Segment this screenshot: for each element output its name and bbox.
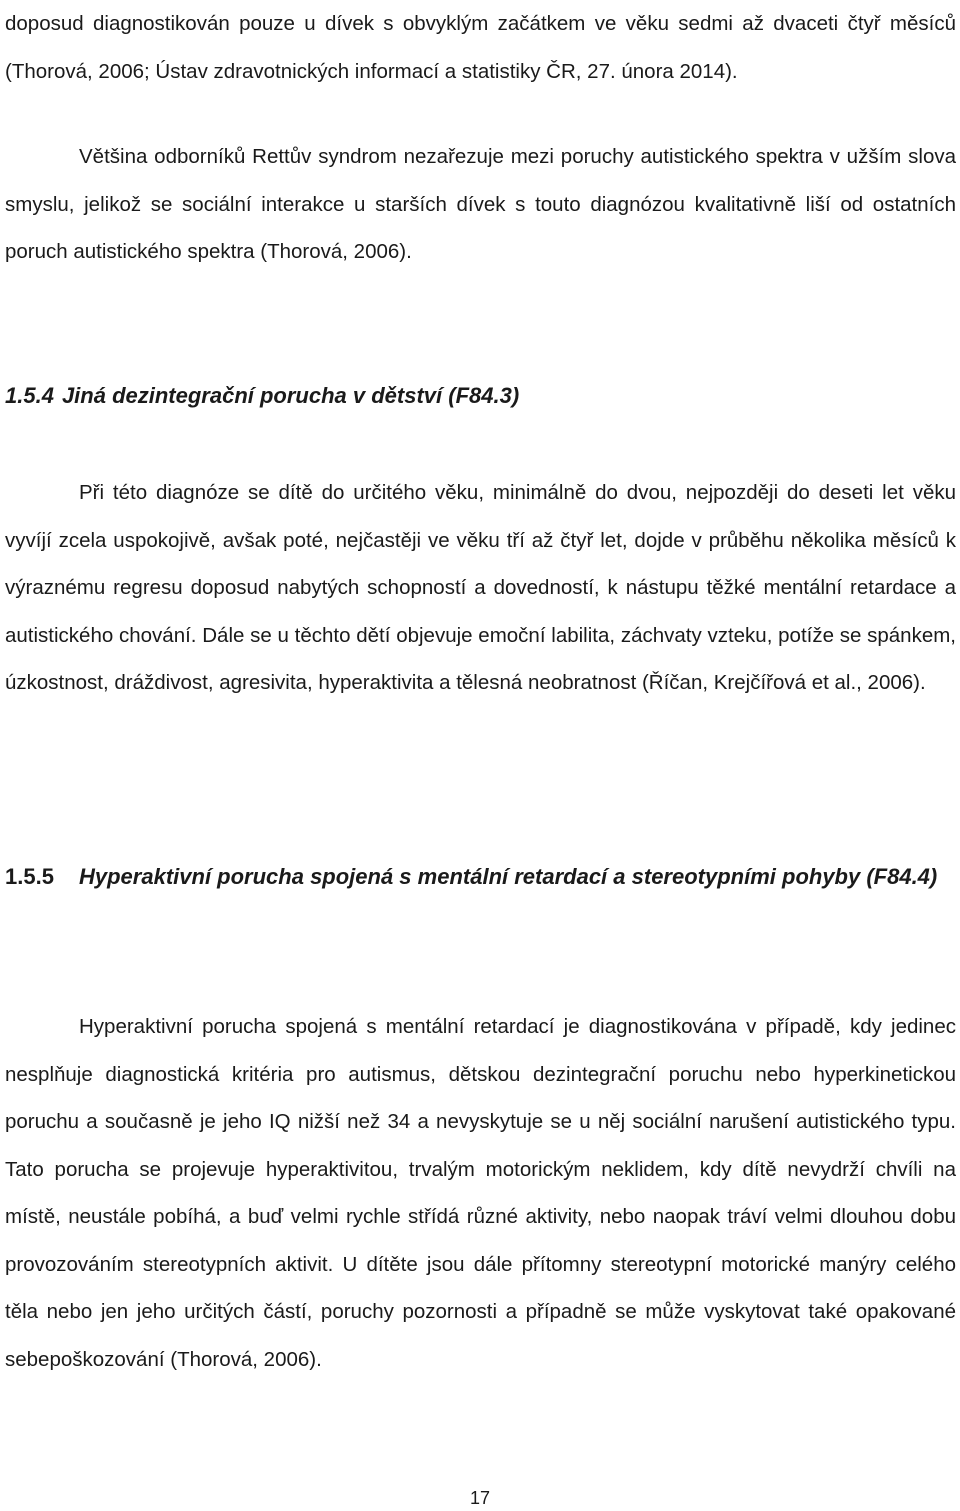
paragraph-rett-classification: Většina odborníků Rettův syndrom nezařezuje mezi poruchy autistického spektra v užším slova smyslu, jelikož se sociální interakce u starších dívek s touto diagnózou kvalitativně liší od ostatních poruch autistického spektra (Thorová, 2006). xyxy=(5,145,956,263)
paragraph-hyperactive-disorder: Hyperaktivní porucha spojená s mentální retardací je diagnostikována v případě, kdy jedinec nesplňuje diagnostická kritéria pro autismus, dětskou dezintegrační poruchu nebo hyperkinetickou poruchu a současně je jeho IQ nižší než 34 a nevyskytuje se u něj sociální narušení autistického typu. Tato porucha se projevuje hyperaktivitou, trvalým motorickým neklidem, kdy dítě nevydrží chvíli na místě, neustále pobíhá, a buď velmi rychle střídá různé aktivity, nebo naopak tráví velmi dlouhou dobu provozováním stereotypních aktivit. U dítěte jsou dále přítomny stereotypní motorické manýry celého těla nebo jen jeho určitých částí, poruchy pozornosti a případně se může vyskytovat také opakované sebepoškozování (Thorová, 2006). xyxy=(5,1015,956,1371)
section-title: Jiná dezintegrační porucha v dětství (F84.3) xyxy=(61,383,520,408)
section-heading-1-5-4 xyxy=(5,372,956,419)
section-number: 1.5.5 xyxy=(5,864,54,889)
paragraph-rett-continuation: doposud diagnostikován pouze u dívek s obvyklým začátkem ve věku sedmi až dvaceti čtyř měsíců (Thorová, 2006; Ústav zdravotnických informací a statistiky ČR, 27. února 2014). xyxy=(5,12,956,83)
page-number: 17 xyxy=(469,1488,491,1508)
section-number: 1.5.4 xyxy=(5,383,54,408)
section-title: Hyperaktivní porucha spojená s mentální retardací a stereotypními pohyby (F84.4) xyxy=(79,864,938,889)
section-heading-1-5-5 xyxy=(5,853,956,900)
paragraph-disintegrative-disorder: Při této diagnóze se dítě do určitého věku, minimálně do dvou, nejpozději do deseti let věku vyvíjí zcela uspokojivě, avšak poté, nejčastěji ve věku tří až čtyř let, dojde v průběhu několika měsíců k výraznému regresu doposud nabytých schopností a dovedností, k nástupu těžké mentální retardace a autistického chování. Dále se u těchto dětí objevuje emoční labilita, záchvaty vzteku, potíže se spánkem, úzkostnost, dráždivost, agresivita, hyperaktivita a tělesná neobratnost (Říčan, Krejčířová et al., 2006). xyxy=(5,481,956,694)
